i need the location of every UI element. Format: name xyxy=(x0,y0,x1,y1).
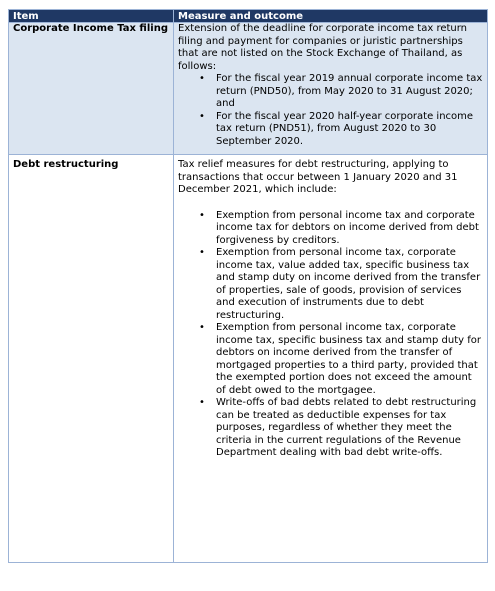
list-item xyxy=(199,209,483,248)
table-header-row xyxy=(9,10,488,23)
row-item-debt-restructuring: Debt restructuring xyxy=(9,155,174,563)
bullet-text: Exemption from personal income tax and corporate income tax for debtors on income derived from debt forgiveness by creditors. xyxy=(216,209,479,246)
table-row xyxy=(9,155,488,563)
bullet-text: For the fiscal year 2019 annual corporate income tax return (PND50), from May 2020 to 31 August 2020; and xyxy=(216,73,483,109)
header-measure: Measure and outcome xyxy=(174,10,488,23)
bullet-icon: • xyxy=(199,322,205,333)
list-item xyxy=(199,322,483,397)
list-item xyxy=(199,397,483,460)
measure-bullet-list xyxy=(178,210,483,460)
bullet-icon: • xyxy=(199,209,205,221)
bullet-text: Exemption from personal income tax, corporate income tax, value added tax, specific business tax and stamp duty on income derived from the transfer of properties, sale of goods, provision of services and execution of instruments due to debt restructuring. xyxy=(216,247,481,321)
table-row xyxy=(9,23,488,155)
measure-bullet-list xyxy=(178,73,483,148)
list-item xyxy=(199,73,483,111)
bullet-icon: • xyxy=(199,247,205,258)
bullet-icon: • xyxy=(199,397,205,408)
row-measure-debt-restructuring xyxy=(174,155,488,563)
tax-measures-table xyxy=(8,9,488,563)
bullet-icon: • xyxy=(199,110,205,122)
bullet-text: Write-offs of bad debts related to debt restructuring can be treated as deductible expenses for tax purposes, regardless of whether they meet the criteria in the current regulations of the Revenue Department dealing with bad debt write-offs. xyxy=(216,397,477,458)
bullet-text: Exemption from personal income tax, corporate income tax, specific business tax and stamp duty for debtors on income derived from the transfer of mortgaged properties to a third party, provided that the exempted portion does not exceed the amount of debt owed to the mortgagee. xyxy=(216,322,481,396)
bullet-icon: • xyxy=(199,73,205,84)
row-measure-cit-filing xyxy=(174,23,488,155)
measure-intro: Extension of the deadline for corporate income tax return filing and payment for companies or juristic partnerships that are not listed on the Stock Exchange of Thailand, as follows: xyxy=(178,23,468,72)
measure-intro: Tax relief measures for debt restructuring, applying to transactions that occur between 1 January 2020 and 31 December 2021, which include: xyxy=(178,159,458,195)
row-item-cit-filing: Corporate Income Tax filing xyxy=(9,23,174,155)
list-item xyxy=(199,247,483,322)
paragraph-spacer xyxy=(178,197,483,210)
list-item xyxy=(199,110,483,149)
bullet-text: For the fiscal year 2020 half-year corporate income tax return (PND51), from August 2020 to 30 September 2020. xyxy=(216,110,474,147)
header-item: Item xyxy=(9,10,174,23)
